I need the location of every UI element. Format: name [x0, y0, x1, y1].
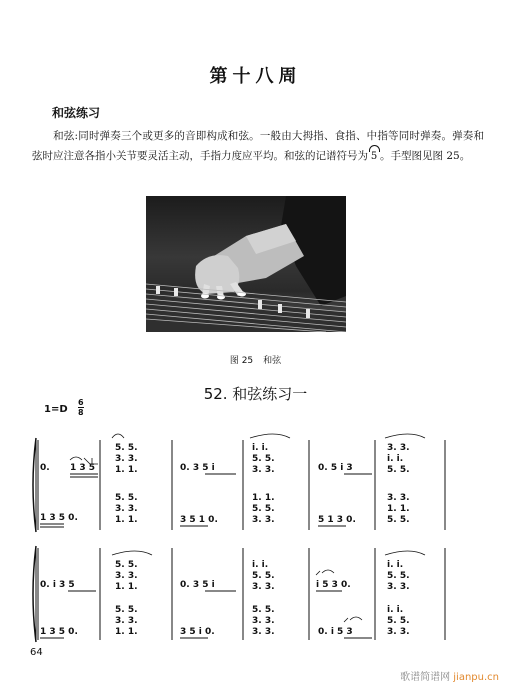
svg-text:1. 1.: 1. 1. — [387, 504, 410, 514]
svg-text:5. 5.: 5. 5. — [252, 571, 275, 581]
svg-text:0.: 0. — [40, 463, 50, 473]
svg-text:0. 5 i 3: 0. 5 i 3 — [318, 463, 353, 473]
svg-text:3. 3.: 3. 3. — [252, 582, 275, 592]
hand-position-photo — [146, 196, 346, 332]
svg-text:1. 1.: 1. 1. — [115, 515, 138, 525]
svg-text:1 3 5 0.: 1 3 5 0. — [40, 513, 78, 523]
svg-text:5. 5.: 5. 5. — [115, 493, 138, 503]
svg-text:5. 5.: 5. 5. — [115, 605, 138, 615]
watermark-url: jianpu.cn — [453, 672, 499, 683]
chord-notation-symbol: 5 — [368, 147, 380, 167]
svg-text:3. 3.: 3. 3. — [252, 465, 275, 475]
svg-text:3. 3.: 3. 3. — [115, 616, 138, 626]
svg-text:3 5 1 0.: 3 5 1 0. — [180, 515, 218, 525]
svg-text:5. 5.: 5. 5. — [115, 443, 138, 453]
key-signature: 1=D — [44, 404, 68, 415]
figure-caption — [0, 353, 511, 366]
time-signature — [78, 398, 84, 417]
piece-title: 52. 和弦练习一 — [203, 385, 308, 403]
section-heading: 和弦练习 — [52, 106, 101, 120]
time-signature-top: 6 — [78, 398, 84, 407]
watermark-site: 歌谱简谱网 — [400, 672, 451, 683]
paragraph-text-2: 。手型图见图 25。 — [380, 150, 471, 162]
svg-text:i. i.: i. i. — [387, 605, 404, 615]
svg-text:3. 3.: 3. 3. — [387, 627, 410, 637]
page-number: 64 — [30, 647, 43, 658]
paragraph-text-1: 和弦:同时弹奏三个或更多的音即构成和弦。一般由大拇指、食指、中指等同时弹奏。弹奏和弦时应注意各指小关节要灵活主动，手指力度应平均。和弦的记谱符号为 — [32, 130, 484, 162]
svg-text:5. 5.: 5. 5. — [252, 454, 275, 464]
svg-text:1. 1.: 1. 1. — [115, 465, 138, 475]
time-signature-bottom: 8 — [78, 408, 84, 417]
svg-text:3. 3.: 3. 3. — [115, 571, 138, 581]
svg-text:0. i 3 5: 0. i 3 5 — [40, 580, 75, 590]
svg-text:5. 5.: 5. 5. — [115, 560, 138, 570]
svg-text:0. 3 5 i: 0. 3 5 i — [180, 580, 215, 590]
svg-text:i 5 3 0.: i 5 3 0. — [316, 580, 351, 590]
svg-text:3. 3.: 3. 3. — [252, 627, 275, 637]
svg-text:1. 1.: 1. 1. — [252, 493, 275, 503]
svg-text:i. i.: i. i. — [387, 560, 404, 570]
figure-label: 和弦 — [263, 356, 282, 366]
svg-text:5 1 3 0.: 5 1 3 0. — [318, 515, 356, 525]
svg-text:3. 3.: 3. 3. — [387, 582, 410, 592]
svg-text:i. i.: i. i. — [387, 454, 404, 464]
svg-text:5. 5.: 5. 5. — [387, 571, 410, 581]
svg-text:3. 3.: 3. 3. — [387, 443, 410, 453]
figure-number: 图 25 — [229, 356, 254, 366]
svg-text:i. i.: i. i. — [252, 560, 269, 570]
svg-text:5. 5.: 5. 5. — [252, 605, 275, 615]
svg-text:5. 5.: 5. 5. — [252, 504, 275, 514]
svg-text:1 3 5: 1 3 5 — [70, 463, 96, 473]
svg-text:1 3 5 0.: 1 3 5 0. — [40, 627, 78, 637]
svg-text:5. 5.: 5. 5. — [387, 515, 410, 525]
svg-text:3. 3.: 3. 3. — [115, 454, 138, 464]
lesson-title: 第十八周 — [209, 66, 302, 87]
svg-text:5. 5.: 5. 5. — [387, 616, 410, 626]
svg-text:3. 3.: 3. 3. — [115, 504, 138, 514]
svg-text:3 5 i 0.: 3 5 i 0. — [180, 627, 215, 637]
svg-text:i. i.: i. i. — [252, 443, 269, 453]
svg-text:0. 3 5 i: 0. 3 5 i — [180, 463, 215, 473]
svg-text:3. 3.: 3. 3. — [387, 493, 410, 503]
watermark — [0, 668, 511, 683]
svg-text:1. 1.: 1. 1. — [115, 582, 138, 592]
body-paragraph — [32, 126, 484, 167]
svg-text:5. 5.: 5. 5. — [387, 465, 410, 475]
svg-text:0. i 5 3: 0. i 5 3 — [318, 627, 353, 637]
svg-text:1. 1.: 1. 1. — [115, 627, 138, 637]
svg-text:3. 3.: 3. 3. — [252, 515, 275, 525]
svg-text:3. 3.: 3. 3. — [252, 616, 275, 626]
